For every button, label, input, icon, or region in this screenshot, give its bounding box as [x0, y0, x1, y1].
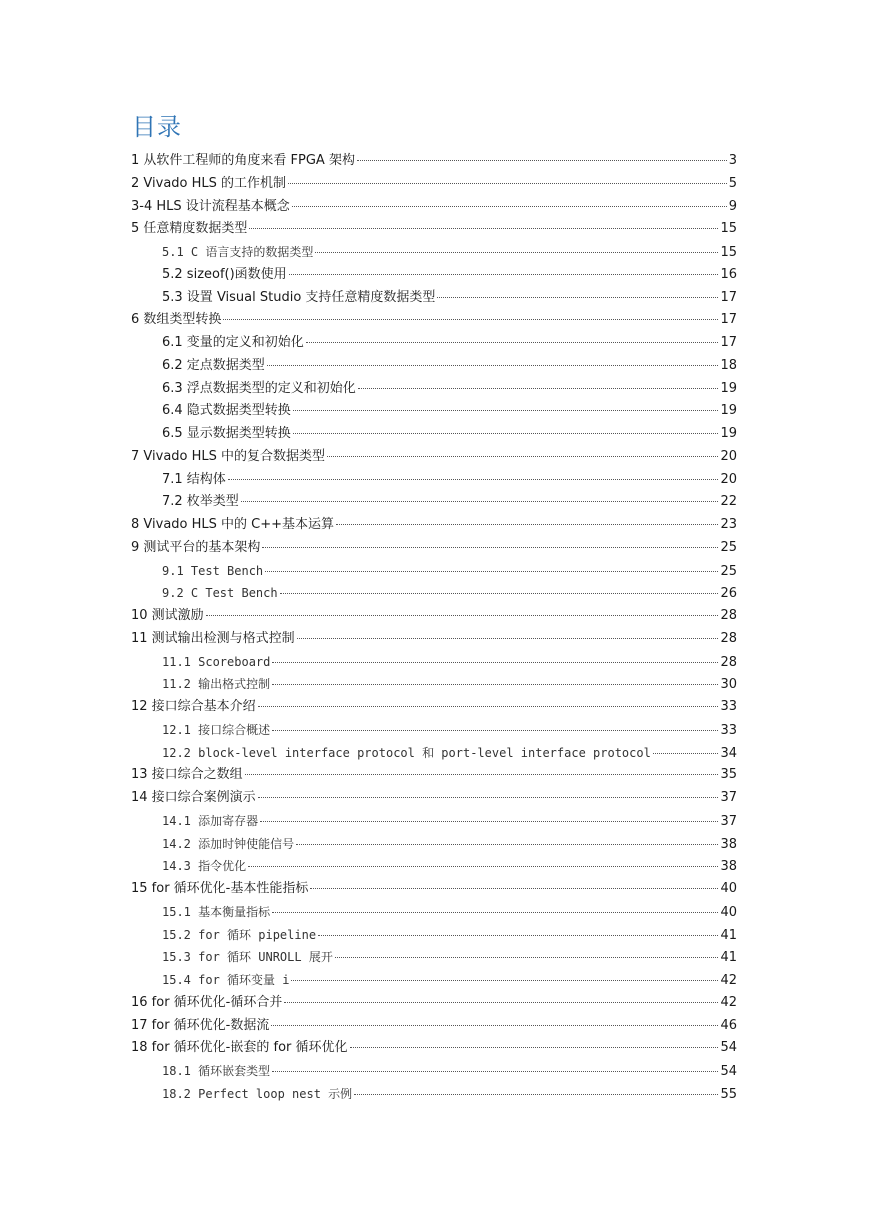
toc-entry[interactable]: [131, 196, 737, 219]
toc-entry-title: 5.3 设置 Visual Studio 支持任意精度数据类型: [162, 289, 436, 305]
toc-entry-title: 8 Vivado HLS 中的 C++基本运算: [131, 517, 335, 532]
toc-entry-title: 11 测试输出检测与格式控制: [131, 630, 295, 646]
toc-entry[interactable]: [131, 150, 737, 173]
toc-entry[interactable]: [131, 446, 737, 469]
toc-entry[interactable]: [162, 833, 737, 856]
toc-entry-title: 6.1 变量的定义和初始化: [162, 335, 304, 350]
toc-entry[interactable]: [162, 1083, 737, 1106]
toc-entry-page-number: 40: [720, 881, 737, 896]
toc-dot-leader: [260, 821, 718, 822]
toc-dot-leader: [258, 797, 719, 798]
toc-entry-page-number: 19: [720, 403, 737, 419]
toc-entry-page-number: 37: [720, 813, 737, 829]
toc-dot-leader: [265, 571, 718, 572]
toc-dot-leader: [357, 160, 727, 161]
toc-entry-page-number: 28: [720, 630, 737, 646]
toc-entry-title: 2 Vivado HLS 的工作机制: [131, 175, 287, 191]
toc-entry[interactable]: [131, 1037, 737, 1060]
toc-entry-title: 6 数组类型转换: [131, 312, 222, 328]
toc-entry-title: 15 for 循环优化-基本性能指标: [131, 881, 309, 896]
toc-entry-title: 15.2 for 循环 pipeline: [162, 927, 317, 942]
toc-entry-page-number: 22: [720, 494, 737, 510]
toc-entry[interactable]: [162, 241, 737, 264]
toc-dot-leader: [327, 456, 718, 457]
toc-entry-title: 9 测试平台的基本架构: [131, 539, 261, 555]
toc-entry-title: 1 从软件工程师的角度来看 FPGA 架构: [131, 153, 355, 168]
toc-entry[interactable]: [162, 491, 737, 514]
toc-dot-leader: [335, 957, 719, 958]
toc-entry[interactable]: [131, 605, 737, 628]
toc-entry[interactable]: [131, 992, 737, 1015]
toc-entry-title: 18.1 循环嵌套类型: [162, 1064, 271, 1078]
toc-dot-leader: [336, 524, 718, 525]
toc-dot-leader: [249, 228, 718, 229]
toc-entry-title: 15.1 基本衡量指标: [162, 904, 271, 919]
toc-entry-page-number: 9: [728, 198, 737, 214]
toc-entry-page-number: 19: [720, 380, 737, 396]
toc-entry-title: 11.2 输出格式控制: [162, 677, 271, 692]
toc-dot-leader: [241, 501, 719, 502]
toc-entry-page-number: 34: [720, 745, 737, 761]
toc-dot-leader: [289, 274, 719, 275]
toc-dot-leader: [228, 479, 719, 480]
toc-entry[interactable]: [131, 309, 737, 332]
toc-entry-page-number: 42: [720, 994, 737, 1010]
toc-dot-leader: [272, 1071, 718, 1072]
toc-entry[interactable]: [131, 173, 737, 196]
toc-entry[interactable]: [162, 582, 737, 605]
toc-entry-page-number: 15: [720, 245, 737, 260]
toc-entry-title: 5 任意精度数据类型: [131, 221, 248, 237]
toc-entry[interactable]: [131, 878, 737, 901]
toc-entry-title: 11.1 Scoreboard: [162, 654, 271, 669]
toc-entry-page-number: 41: [720, 950, 737, 966]
toc-entry[interactable]: [162, 469, 737, 492]
toc-dot-leader: [272, 662, 718, 663]
toc-entry-title: 17 for 循环优化-数据流: [131, 1017, 270, 1033]
toc-entry-page-number: 20: [720, 448, 737, 464]
toc-entry-page-number: 35: [720, 767, 737, 783]
toc-entry-page-number: 20: [720, 471, 737, 487]
toc-entry-title: 7 Vivado HLS 中的复合数据类型: [131, 448, 326, 464]
toc-entry-page-number: 17: [720, 335, 737, 350]
toc-entry[interactable]: [162, 719, 737, 742]
toc-entry-page-number: 16: [720, 266, 737, 282]
toc-dot-leader: [350, 1047, 719, 1048]
toc-entry[interactable]: [162, 264, 737, 287]
toc-entry-page-number: 41: [720, 927, 737, 943]
toc-entry[interactable]: [162, 1060, 737, 1083]
toc-entry[interactable]: [162, 400, 737, 423]
toc-dot-leader: [206, 615, 719, 616]
toc-entry[interactable]: [131, 218, 737, 241]
toc-entry-title: 14.1 添加寄存器: [162, 813, 259, 828]
toc-entry-page-number: 37: [720, 790, 737, 805]
toc-entry[interactable]: [162, 810, 737, 833]
toc-entry-page-number: 5: [728, 175, 737, 191]
toc-entry-page-number: 19: [720, 426, 737, 441]
toc-dot-leader: [354, 1094, 718, 1095]
toc-dot-leader: [272, 684, 718, 685]
toc-entry-title: 6.4 隐式数据类型转换: [162, 403, 291, 419]
toc-entry-title: 7.2 枚举类型: [162, 494, 239, 510]
toc-dot-leader: [310, 888, 718, 889]
toc-entry-page-number: 38: [720, 836, 737, 852]
toc-entry-title: 6.3 浮点数据类型的定义和初始化: [162, 380, 356, 396]
toc-entry[interactable]: [162, 378, 737, 401]
toc-dot-leader: [245, 774, 719, 775]
toc-entry-title: 10 测试激励: [131, 608, 204, 623]
toc-entry-title: 15.4 for 循环变量 i: [162, 973, 290, 987]
toc-entry-page-number: 18: [720, 357, 737, 373]
toc-dot-leader: [271, 1025, 718, 1026]
toc-entry-page-number: 33: [720, 722, 737, 738]
toc-entry-page-number: 23: [720, 517, 737, 532]
toc-dot-leader: [258, 706, 719, 707]
toc-dot-leader: [297, 638, 719, 639]
toc-dot-leader: [223, 319, 718, 320]
toc-dot-leader: [248, 866, 718, 867]
toc-entry[interactable]: [162, 423, 737, 446]
toc-entry[interactable]: [162, 855, 737, 878]
toc-entry-title: 9.1 Test Bench: [162, 563, 264, 578]
toc-entry-title: 5.2 sizeof()函数使用: [162, 266, 287, 282]
toc-entry[interactable]: [162, 651, 737, 674]
toc-title: 目录: [132, 113, 182, 141]
toc-dot-leader: [293, 410, 719, 411]
toc-dot-leader: [318, 935, 718, 936]
toc-entry[interactable]: [162, 332, 737, 355]
toc-dot-leader: [315, 252, 718, 253]
toc-dot-leader: [293, 433, 719, 434]
toc-entry-page-number: 25: [720, 563, 737, 579]
toc-entry-page-number: 33: [720, 699, 737, 714]
toc-entry[interactable]: [162, 969, 737, 992]
toc-entry[interactable]: [162, 355, 737, 378]
toc-entry-title: 13 接口综合之数组: [131, 767, 243, 783]
toc-entry-title: 12 接口综合基本介绍: [131, 699, 256, 714]
toc-dot-leader: [272, 730, 718, 731]
toc-entry[interactable]: [162, 924, 737, 947]
toc-entry-title: 7.1 结构体: [162, 471, 226, 487]
toc-entry-title: 12.2 block-level interface protocol 和 port-level interface protocol: [162, 745, 651, 760]
toc-entry[interactable]: [162, 946, 737, 969]
toc-entry[interactable]: [162, 742, 737, 765]
toc-entry[interactable]: [131, 1015, 737, 1038]
toc-entry-title: 12.1 接口综合概述: [162, 722, 271, 737]
toc-dot-leader: [267, 365, 719, 366]
toc-entry[interactable]: [162, 287, 737, 310]
toc-entry-title: 5.1 C 语言支持的数据类型: [162, 245, 314, 259]
toc-dot-leader: [291, 980, 718, 981]
toc-entry-page-number: 17: [720, 312, 737, 328]
toc-dot-leader: [292, 206, 727, 207]
toc-entry-page-number: 26: [720, 586, 737, 602]
toc-entry-page-number: 30: [720, 677, 737, 693]
toc-dot-leader: [296, 844, 718, 845]
toc-entry-page-number: 28: [720, 654, 737, 670]
toc-entry-page-number: 46: [720, 1017, 737, 1033]
toc-entry[interactable]: [131, 764, 737, 787]
toc-entry-title: 9.2 C Test Bench: [162, 586, 278, 601]
toc-dot-leader: [280, 593, 719, 594]
toc-entry-title: 14.2 添加时钟使能信号: [162, 836, 295, 851]
toc-entry-page-number: 55: [720, 1086, 737, 1102]
toc-entry[interactable]: [131, 537, 737, 560]
toc-entry[interactable]: [131, 696, 737, 719]
toc-entry-title: 14 接口综合案例演示: [131, 790, 256, 805]
toc-entry-page-number: 42: [720, 973, 737, 988]
toc-dot-leader: [358, 388, 719, 389]
toc-entry[interactable]: [162, 673, 737, 696]
toc-entry[interactable]: [131, 787, 737, 810]
toc-dot-leader: [262, 547, 718, 548]
toc-entry-page-number: 17: [720, 289, 737, 305]
toc-entry[interactable]: [162, 560, 737, 583]
toc-entry-title: 6.5 显示数据类型转换: [162, 426, 291, 441]
toc-dot-leader: [653, 753, 719, 754]
toc-dot-leader: [272, 912, 718, 913]
toc-entry-title: 14.3 指令优化: [162, 859, 247, 874]
toc-entry-page-number: 15: [720, 221, 737, 237]
toc-entry-title: 16 for 循环优化-循环合并: [131, 994, 283, 1010]
toc-entry-page-number: 3: [728, 153, 737, 168]
toc-entry-page-number: 25: [720, 539, 737, 555]
toc-entry-page-number: 38: [720, 859, 737, 875]
toc-entry-title: 3-4 HLS 设计流程基本概念: [131, 198, 290, 214]
toc-entry-title: 15.3 for 循环 UNROLL 展开: [162, 950, 333, 965]
toc-entry-page-number: 54: [720, 1040, 737, 1056]
toc-entry[interactable]: [162, 901, 737, 924]
toc-entry[interactable]: [131, 628, 737, 651]
toc-entry-page-number: 28: [720, 608, 737, 623]
toc-dot-leader: [284, 1002, 718, 1003]
toc-dot-leader: [306, 342, 719, 343]
toc-entry-title: 6.2 定点数据类型: [162, 357, 265, 373]
toc-entry-page-number: 54: [720, 1064, 737, 1079]
toc-entry-page-number: 40: [720, 904, 737, 920]
toc-entry[interactable]: [131, 514, 737, 537]
toc-dot-leader: [437, 297, 718, 298]
toc-entry-title: 18 for 循环优化-嵌套的 for 循环优化: [131, 1040, 348, 1056]
toc-dot-leader: [288, 183, 727, 184]
toc-entry-title: 18.2 Perfect loop nest 示例: [162, 1086, 353, 1101]
